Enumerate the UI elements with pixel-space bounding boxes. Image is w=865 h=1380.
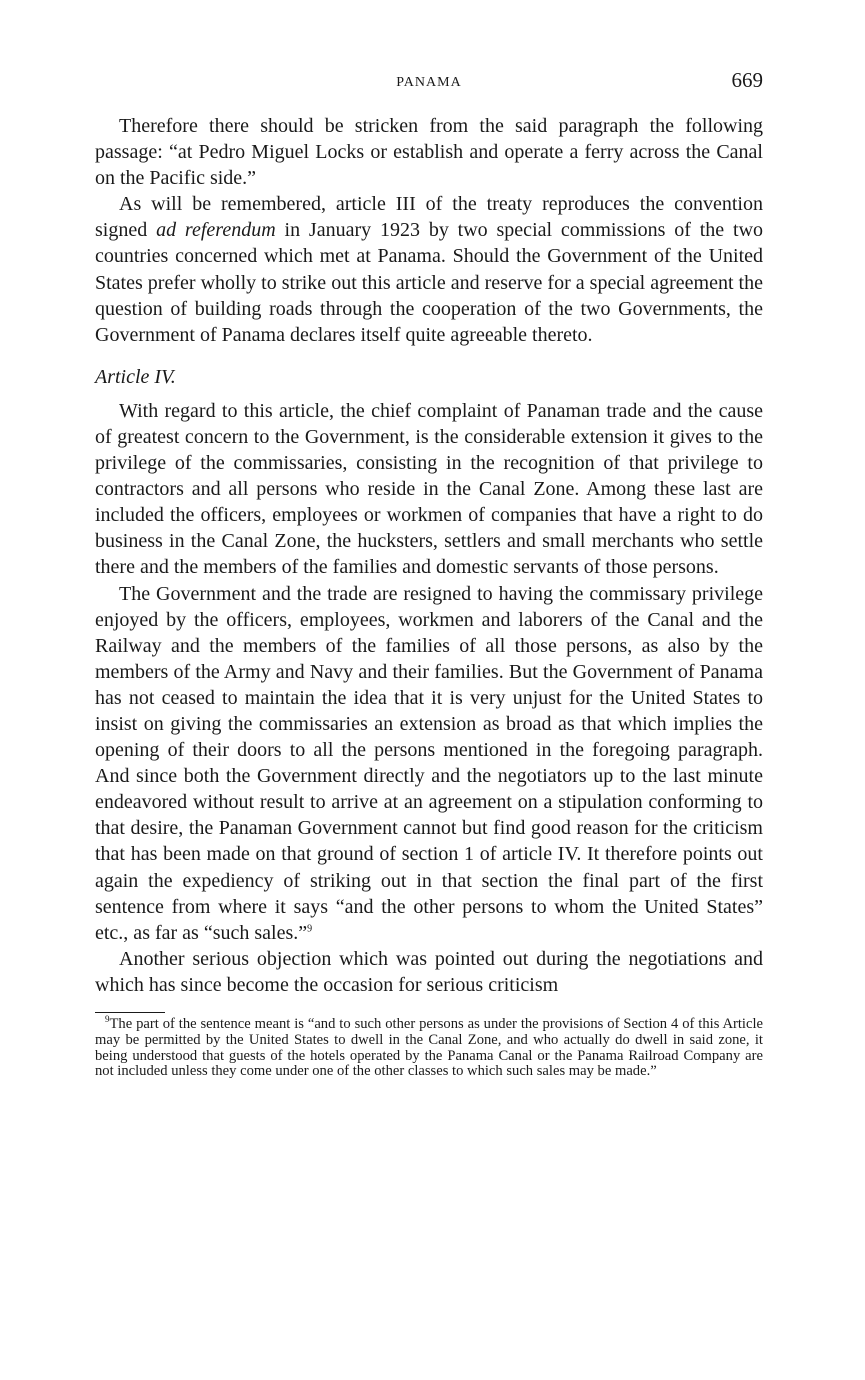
paragraph-serious-objection: Another serious objection which was pointed out during the negotiations and which has since become the occasion for serious criticism	[95, 947, 763, 996]
footnote-divider	[95, 1012, 165, 1013]
section-heading-article-iv: Article IV.	[95, 365, 176, 388]
footnote	[95, 1014, 763, 1080]
footnote-text: The part of the sentence meant is “and to such other persons as under the provisions of Section 4 of this Article may be permitted by the United States to dwell in the Canal Zone, and who actually do dwell in said zone, it being understood that guests of the hotels operated by the Panama Canal or the Panama Railroad Company are not included unless they come under one of the other classes to which such sales may be made.”	[95, 1016, 763, 1080]
footnote-mark: 9	[105, 1014, 110, 1025]
body-text	[95, 113, 763, 998]
paragraph-stricken-passage: Therefore there should be stricken from the said paragraph the following passage: “at Pedro Miguel Locks or establish and operate a ferry across the Canal on the Pacific side.”	[95, 115, 763, 190]
running-title: PANAMA	[396, 75, 462, 90]
paragraph-commissary-privilege	[95, 581, 763, 946]
paragraph-commissary-complaint: With regard to this article, the chief complaint of Panaman trade and the cause of greatest concern to the Government, is the considerable extension it gives to the privilege of the commissaries, consisting in the recognition of that privilege to contractors and all persons who reside in the Canal Zone. Among these last are included the officers, employees or workmen of companies that have a right to do business in the Canal Zone, the hucksters, settlers and small merchants who settle there and the members of the families and domestic servants of those persons.	[95, 399, 763, 579]
paragraph-article-iii-after: in January 1923 by two special commissions of the two countries concerned which met at Panama. Should the Government of the United States prefer wholly to strike out this article and reserve for a special agreement the question of building roads through the cooperation of the two Governments, the Government of Panama declares itself quite agreeable thereto.	[95, 219, 764, 346]
paragraph-commissary-privilege-text: The Government and the trade are resigned to having the commissary privilege enjoyed by the officers, employees, workmen and laborers of the Canal and the Railway and the members of the families of all those persons, as also by the members of the Army and Navy and their families. But the Government of Panama has not ceased to maintain the idea that it is very unjust for the United States to insist on giving the commissaries an extension as broad as that which implies the opening of their doors to all the persons mentioned in the foregoing paragraph. And since both the Government directly and the negotiators up to the last minute endeavored without result to arrive at an agreement on a stipulation conforming to that desire, the Panaman Government cannot but find good reason for the criticism that has been made on that ground of section 1 of article IV. It therefore points out again the expediency of striking out in that section the final part of the first sentence from where it says “and the other persons to whom the United States” etc., as far as “such sales.”	[95, 582, 763, 944]
page-number: 669	[731, 68, 763, 92]
paragraph-article-iii-before: As will be remembered, article III of the treaty reproduces the convention signed	[95, 193, 763, 242]
paragraph-article-iii	[95, 191, 763, 348]
document-page	[95, 66, 763, 1080]
footnote-reference: 9	[307, 923, 313, 935]
running-head	[95, 66, 763, 100]
ad-referendum-term: ad referendum	[156, 219, 276, 242]
